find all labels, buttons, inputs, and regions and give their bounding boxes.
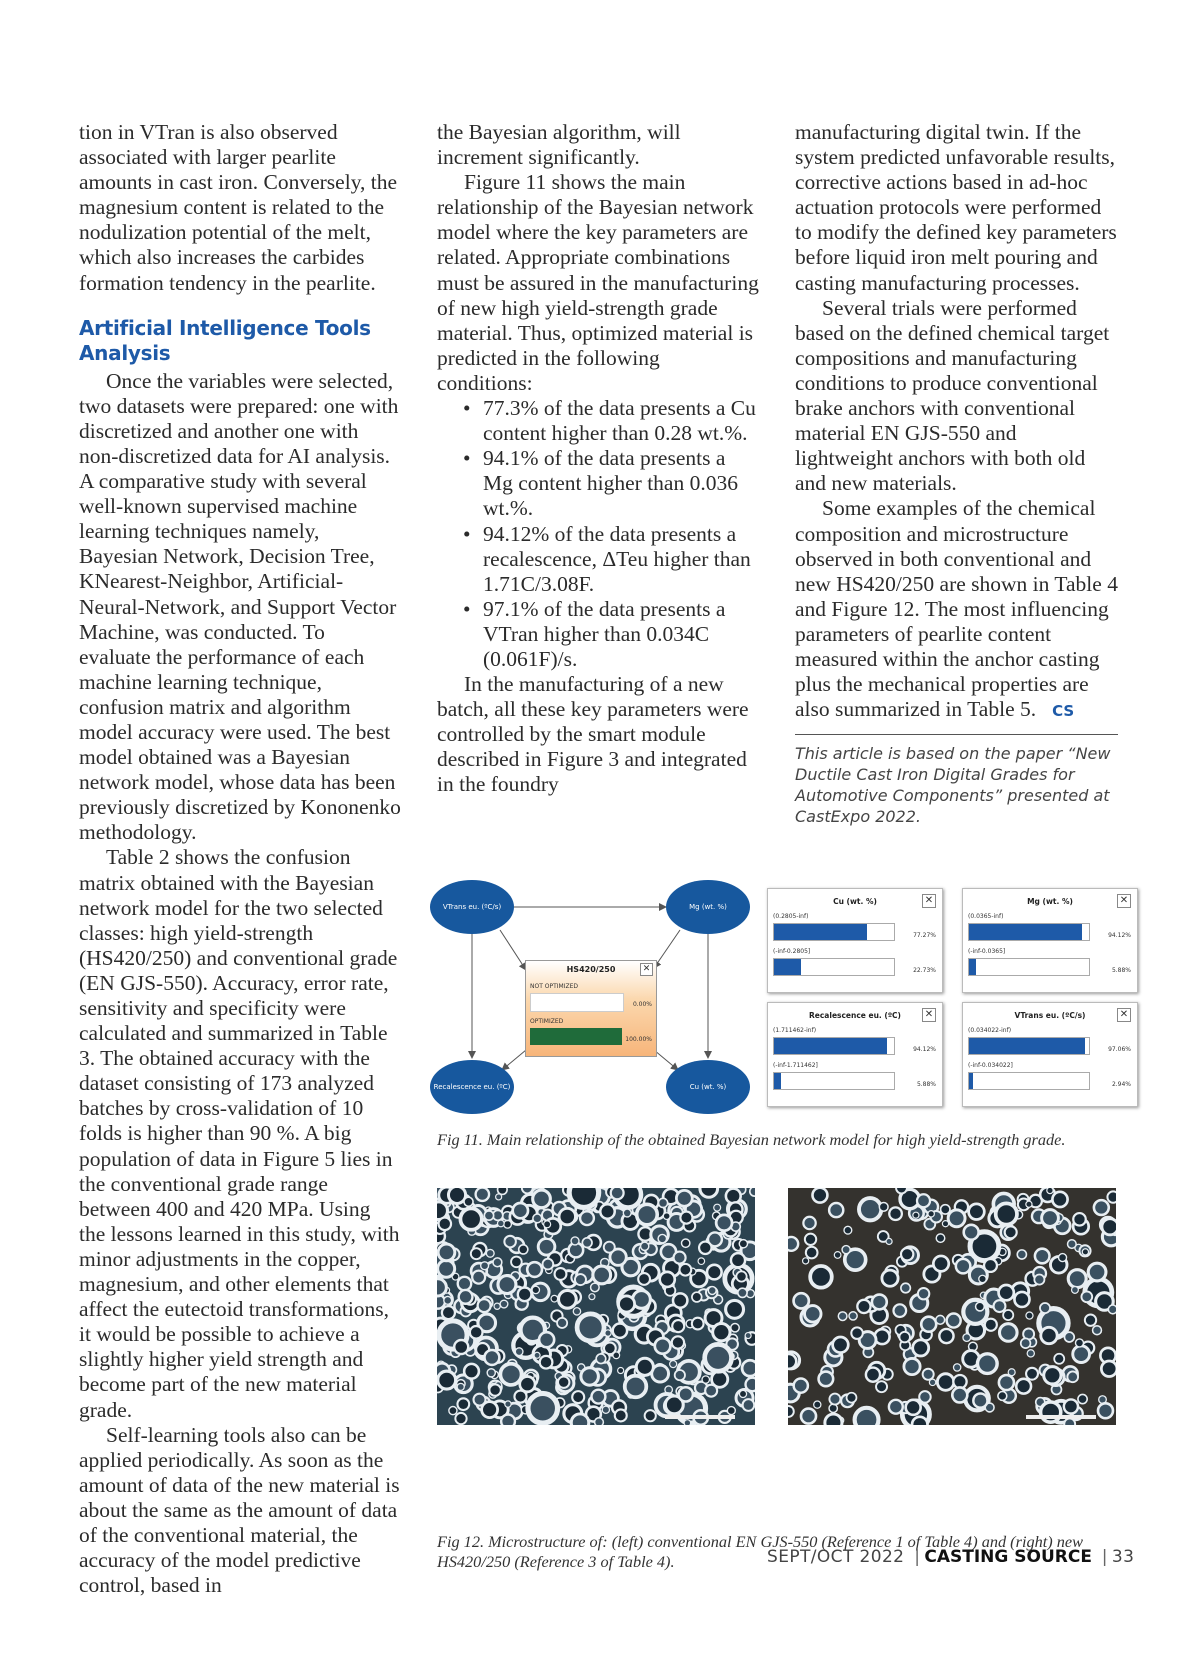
figure-12-caption: Fig 12. Microstructure of: (left) conventional EN GJS-550 (Reference 1 of Table 4) and (right) new HS420/250 (Reference 3 of Table 4). xyxy=(437,1532,1083,1571)
probability-fill xyxy=(969,1073,973,1089)
paragraph-text: Some examples of the chemical composition and microstructure observed in both conventional and new HS420/250 are shown in Table 4 and Figure 12. The most influencing parameters of pearlite content measured within the anchor casting plus the mechanical properties are also summarized in Table 5. xyxy=(795,496,1118,722)
probability-fill xyxy=(969,924,1082,940)
state-label: NOT OPTIMIZED xyxy=(530,983,579,990)
list-item xyxy=(463,597,759,672)
probability-fill xyxy=(774,924,867,940)
micrograph-image xyxy=(788,1188,1116,1425)
close-icon[interactable]: ✕ xyxy=(922,1008,936,1022)
bullet: • xyxy=(463,396,471,421)
list-item xyxy=(463,522,759,597)
micrograph-image xyxy=(437,1188,755,1425)
bullet: • xyxy=(463,596,471,621)
panel-title: HS420/250 xyxy=(566,965,616,974)
node-vtrans: VTrans eu. (ºC/s) xyxy=(430,880,514,934)
node-recalescence: Recalescence eu. (ºC) xyxy=(430,1060,514,1114)
paragraph: the Bayesian algorithm, will increment significantly. xyxy=(437,120,681,170)
paragraph: Figure 11 shows the main relationship of the Bayesian network model where the key parameters are related. Appropriate combinations must be assured in the manufacturing of new high yield-strength grade material. Thus, optimized material is predicted in the following conditions: xyxy=(437,170,759,395)
probability-bar xyxy=(968,1072,1090,1090)
condition-list xyxy=(437,396,759,672)
probability-bar xyxy=(530,1028,622,1045)
state-label: (1.711462-inf) xyxy=(773,1027,817,1034)
probability-fill xyxy=(774,959,801,975)
column-3 xyxy=(795,120,1118,827)
close-icon[interactable]: ✕ xyxy=(1117,1008,1131,1022)
probability-value: 2.94% xyxy=(1111,1081,1131,1088)
edge xyxy=(654,930,680,968)
probability-bar xyxy=(773,958,895,976)
edge xyxy=(502,1050,526,1070)
probability-fill xyxy=(774,1038,887,1054)
paragraph: Several trials were performed based on the defined chemical target compositions and manufacturing conditions to produce conventional brake anchors with conventional material EN GJS-550 and lightweight anchors with both old and new materials. xyxy=(795,295,1110,496)
probability-value: 77.27% xyxy=(913,932,936,939)
section-heading: Artificial Intelligence Tools Analysis xyxy=(79,315,371,365)
node-cu: Cu (wt. %) xyxy=(666,1060,750,1114)
paragraph: Self-learning tools also can be applied periodically. As soon as the amount of data of the new material is about the same as the amount of data of the conventional material, the accuracy of the model predictive control, based in xyxy=(79,1422,400,1598)
column-1 xyxy=(79,120,401,1598)
page-number: 33 xyxy=(1111,1547,1135,1567)
probability-value: 22.73% xyxy=(913,967,936,974)
state-label: (-inf-1.711462] xyxy=(773,1062,818,1069)
probability-fill xyxy=(969,959,976,975)
separator: | xyxy=(914,1547,921,1567)
probability-bar xyxy=(968,923,1090,941)
close-icon[interactable]: ✕ xyxy=(640,963,653,976)
paragraph xyxy=(795,496,1118,724)
probability-bar xyxy=(968,1037,1090,1055)
close-icon[interactable]: ✕ xyxy=(1117,894,1131,908)
state-label: (-inf-0.2805] xyxy=(773,948,811,955)
probability-value: 97.06% xyxy=(1108,1046,1131,1053)
list-item-text: 77.3% of the data presents a Cu content higher than 0.28 wt.%. xyxy=(483,396,756,446)
figure-11-caption: Fig 11. Main relationship of the obtained Bayesian network model for high yield-strength grade. xyxy=(437,1130,1066,1149)
list-item xyxy=(463,446,759,521)
probability-value: 94.12% xyxy=(913,1046,936,1053)
panel-title: Recalescence eu. (ºC) xyxy=(809,1011,901,1020)
micrograph-conventional xyxy=(437,1188,755,1425)
node-mg: Mg (wt. %) xyxy=(666,880,750,934)
divider xyxy=(795,734,1118,735)
probability-bar xyxy=(773,1072,895,1090)
article-note: This article is based on the paper “New Ductile Cast Iron Digital Grades for Automotive Components” presented at CastExpo 2022. xyxy=(795,744,1111,827)
hs420-node-panel xyxy=(525,960,657,1057)
column-2 xyxy=(437,120,759,798)
list-item-text: 94.12% of the data presents a recalescence, ΔTeu higher than 1.71C/3.08F. xyxy=(483,521,751,596)
probability-panel xyxy=(962,888,1138,993)
list-item xyxy=(463,396,759,446)
probability-value: 5.88% xyxy=(916,1081,936,1088)
page-footer xyxy=(767,1547,1134,1567)
close-icon[interactable]: ✕ xyxy=(922,894,936,908)
scale-bar xyxy=(665,1415,735,1419)
probability-panel xyxy=(767,888,943,993)
probability-fill xyxy=(969,1038,1085,1054)
paragraph: Once the variables were selected, two datasets were prepared: one with discretized and another one with non-discretized data for AI analysis. A comparative study with several well-known supervised machine learning techniques namely, Bayesian Network, Decision Tree, KNearest-Neighbor, Artificial-Neural-Network, and Support Vector Machine, was conducted. To evaluate the performance of each machine learning technique, confusion matrix and algorithm model accuracy were used. The best model obtained was a Bayesian network model, whose data has been previously discretized by Kononenko methodology. xyxy=(79,368,401,845)
state-label: (-inf-0.0365] xyxy=(968,948,1006,955)
probability-panel xyxy=(962,1002,1138,1107)
state-label: (0.0365-inf) xyxy=(968,913,1004,920)
edge xyxy=(654,1050,678,1070)
bullet: • xyxy=(463,521,471,546)
paragraph: manufacturing digital twin. If the system predicted unfavorable results, corrective actions based in ad-hoc actuation protocols were performed to modify the defined key parameters before liquid iron melt pouring and casting manufacturing processes. xyxy=(795,120,1117,295)
panel-title: Mg (wt. %) xyxy=(1027,897,1073,906)
list-item-text: 97.1% of the data presents a VTran higher than 0.034C (0.061F)/s. xyxy=(483,596,726,671)
scale-bar xyxy=(1026,1415,1096,1419)
issue-date: SEPT/OCT 2022 xyxy=(767,1547,905,1567)
separator: | xyxy=(1101,1547,1108,1567)
paragraph: In the manufacturing of a new batch, all these key parameters were controlled by the smart module described in Figure 3 and integrated in the foundry xyxy=(437,672,749,797)
state-label: OPTIMIZED xyxy=(530,1018,564,1025)
probability-value: 5.88% xyxy=(1111,967,1131,974)
bayesian-network-figure xyxy=(430,880,750,1120)
state-label: (0.2805-inf) xyxy=(773,913,809,920)
state-label: (-inf-0.034022] xyxy=(968,1062,1013,1069)
bullet: • xyxy=(463,446,471,471)
panel-title: Cu (wt. %) xyxy=(833,897,877,906)
probability-bar xyxy=(773,923,895,941)
paragraph: Table 2 shows the confusion matrix obtained with the Bayesian network model for the two selected classes: high yield-strength (HS420/250) and conventional grade (EN GJS-550). Accuracy, error rate, sensitivity and specificity were calculated and summarized in Table 3. The obtained accuracy with the dataset consisting of 173 analyzed batches by cross-validation of 10 folds is higher than 90 %. A big population of data in Figure 5 lies in the conventional grade range between 400 and 420 MPa. Using the lessons learned in this study, with minor adjustments in the copper, magnesium, and other elements that affect the eutectoid transformations, it would be possible to achieve a slightly higher yield strength and become part of the new material grade. xyxy=(79,845,400,1422)
probability-value: 94.12% xyxy=(1108,932,1131,939)
probability-bar xyxy=(773,1037,895,1055)
edge xyxy=(500,930,526,970)
probability-fill xyxy=(774,1073,781,1089)
end-mark: CS xyxy=(1052,702,1075,721)
probability-value: 0.00% xyxy=(632,1001,652,1008)
list-item-text: 94.1% of the data presents a Mg content higher than 0.036 wt.%. xyxy=(483,446,738,521)
probability-bar xyxy=(530,993,624,1012)
probability-bar xyxy=(968,958,1090,976)
probability-value: 100.00% xyxy=(625,1036,652,1043)
magazine-name: CASTING SOURCE xyxy=(924,1547,1092,1567)
paragraph: tion in VTran is also observed associated with larger pearlite amounts in cast iron. Conversely, the magnesium content is related to the nodulization potential of the melt, which also increases the carbides formation tendency in the pearlite. xyxy=(79,120,398,295)
probability-panel xyxy=(767,1002,943,1107)
micrograph-new xyxy=(788,1188,1116,1425)
panel-title: VTrans eu. (ºC/s) xyxy=(1014,1011,1086,1020)
state-label: (0.034022-inf) xyxy=(968,1027,1012,1034)
